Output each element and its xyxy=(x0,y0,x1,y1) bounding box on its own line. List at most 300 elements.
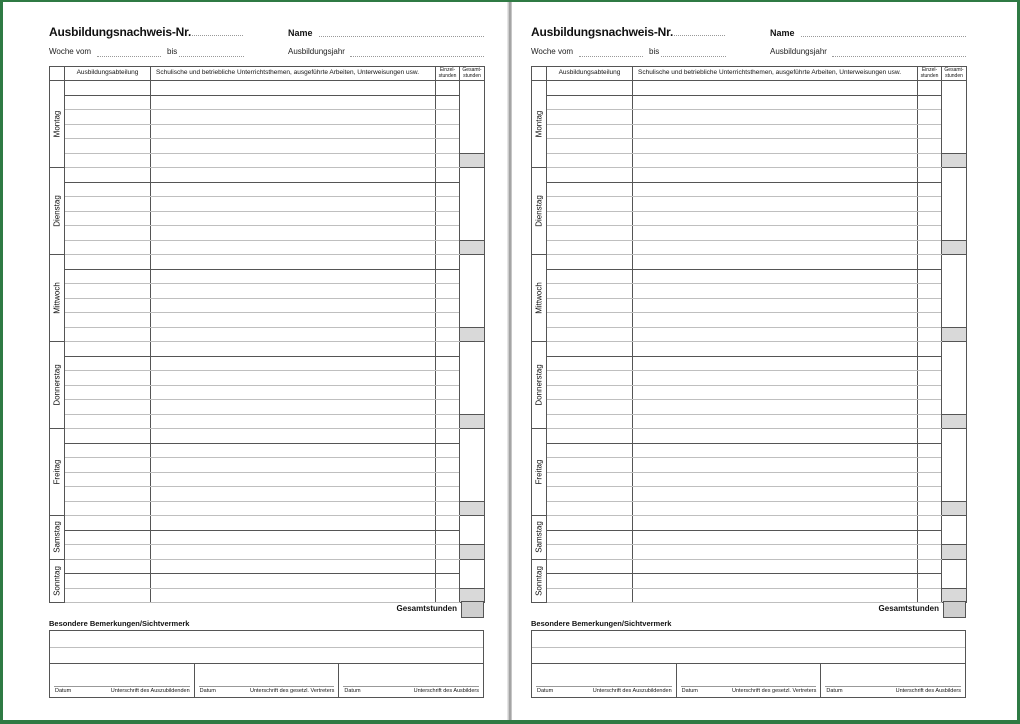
form-number-field[interactable] xyxy=(190,35,243,36)
table-row xyxy=(532,255,967,270)
abteilung-cell[interactable] xyxy=(547,81,633,96)
beschreibung-cell[interactable] xyxy=(633,211,918,226)
einzelstunden-cell[interactable] xyxy=(436,588,460,603)
abteilung-cell[interactable] xyxy=(547,182,633,197)
day-label-cell xyxy=(532,429,547,516)
einzelstunden-cell[interactable] xyxy=(918,298,942,313)
gesamtstunden-day-sum[interactable] xyxy=(942,545,967,560)
abteilung-cell[interactable] xyxy=(547,226,633,241)
abteilung-cell[interactable] xyxy=(547,168,633,183)
signature-ausbilder[interactable] xyxy=(821,664,965,698)
abteilung-cell[interactable] xyxy=(547,545,633,560)
einzelstunden-cell[interactable] xyxy=(918,139,942,154)
signature-vertreter[interactable] xyxy=(195,664,340,698)
beschreibung-cell[interactable] xyxy=(633,530,918,545)
abteilung-cell[interactable] xyxy=(65,298,151,313)
einzelstunden-cell[interactable] xyxy=(436,342,460,357)
einzelstunden-cell[interactable] xyxy=(918,95,942,110)
abteilung-cell[interactable] xyxy=(547,269,633,284)
einzelstunden-cell[interactable] xyxy=(436,487,460,502)
einzelstunden-cell[interactable] xyxy=(918,501,942,516)
date-label: Datum xyxy=(681,688,698,694)
abteilung-cell[interactable] xyxy=(547,472,633,487)
beschreibung-cell[interactable] xyxy=(633,139,918,154)
table-row xyxy=(50,81,485,96)
einzelstunden-cell[interactable] xyxy=(918,545,942,560)
jahr-label: Ausbildungsjahr xyxy=(770,47,827,56)
table-row xyxy=(532,226,967,241)
day-label: Mittwoch xyxy=(534,282,544,314)
einzelstunden-cell[interactable] xyxy=(436,356,460,371)
abteilung-cell[interactable] xyxy=(547,197,633,212)
remarks-line xyxy=(532,647,965,648)
abteilung-cell[interactable] xyxy=(65,153,151,168)
table-row xyxy=(532,356,967,371)
woche-label: Woche vom xyxy=(531,47,574,56)
gesamtstunden-day-sum[interactable] xyxy=(460,153,485,168)
abteilung-cell[interactable] xyxy=(65,139,151,154)
einzelstunden-cell[interactable] xyxy=(436,429,460,444)
abteilung-cell[interactable] xyxy=(65,414,151,429)
abteilung-cell[interactable] xyxy=(547,284,633,299)
beschreibung-cell[interactable] xyxy=(151,443,436,458)
beschreibung-cell[interactable] xyxy=(151,284,436,299)
beschreibung-cell[interactable] xyxy=(151,240,436,255)
einzelstunden-cell[interactable] xyxy=(918,168,942,183)
einzelstunden-cell[interactable] xyxy=(918,153,942,168)
einzelstunden-cell[interactable] xyxy=(918,110,942,125)
abteilung-cell[interactable] xyxy=(65,356,151,371)
abteilung-cell[interactable] xyxy=(65,385,151,400)
day-label: Donnerstag xyxy=(534,364,544,406)
beschreibung-cell[interactable] xyxy=(633,414,918,429)
einzelstunden-cell[interactable] xyxy=(918,530,942,545)
beschreibung-cell[interactable] xyxy=(151,356,436,371)
abteilung-cell[interactable] xyxy=(65,501,151,516)
abteilung-cell[interactable] xyxy=(65,574,151,589)
day-label: Sonntag xyxy=(534,565,544,596)
beschreibung-cell[interactable] xyxy=(151,414,436,429)
einzelstunden-cell[interactable] xyxy=(436,371,460,386)
beschreibung-cell[interactable] xyxy=(151,153,436,168)
table-row xyxy=(532,472,967,487)
einzelstunden-cell[interactable] xyxy=(918,574,942,589)
einzelstunden-cell[interactable] xyxy=(918,385,942,400)
abteilung-cell[interactable] xyxy=(65,443,151,458)
beschreibung-cell[interactable] xyxy=(151,313,436,328)
abteilung-cell[interactable] xyxy=(547,240,633,255)
gesamtstunden-day-sum[interactable] xyxy=(942,414,967,429)
beschreibung-cell[interactable] xyxy=(633,197,918,212)
einzelstunden-cell[interactable] xyxy=(436,284,460,299)
table-row xyxy=(50,356,485,371)
beschreibung-cell[interactable] xyxy=(633,269,918,284)
table-row xyxy=(50,327,485,342)
gesamtstunden-day-cell xyxy=(460,342,485,415)
gesamtstunden-day-sum[interactable] xyxy=(942,327,967,342)
table-row xyxy=(532,284,967,299)
table-row xyxy=(50,255,485,270)
einzelstunden-cell[interactable] xyxy=(918,414,942,429)
beschreibung-cell[interactable] xyxy=(633,371,918,386)
einzelstunden-cell[interactable] xyxy=(436,472,460,487)
day-label: Montag xyxy=(534,110,544,138)
form-number-field[interactable] xyxy=(672,35,725,36)
table-row xyxy=(532,240,967,255)
beschreibung-cell[interactable] xyxy=(151,385,436,400)
einzelstunden-cell[interactable] xyxy=(436,443,460,458)
beschreibung-cell[interactable] xyxy=(633,574,918,589)
einzelstunden-cell[interactable] xyxy=(436,124,460,139)
abteilung-cell[interactable] xyxy=(65,588,151,603)
einzelstunden-cell[interactable] xyxy=(436,501,460,516)
beschreibung-cell[interactable] xyxy=(151,545,436,560)
abteilung-cell[interactable] xyxy=(547,443,633,458)
einzelstunden-cell[interactable] xyxy=(436,226,460,241)
table-row xyxy=(532,414,967,429)
einzelstunden-cell[interactable] xyxy=(918,313,942,328)
abteilung-cell[interactable] xyxy=(65,81,151,96)
beschreibung-cell[interactable] xyxy=(633,327,918,342)
signature-label: Unterschrift des gesetzl. Vertreters xyxy=(249,688,335,694)
einzelstunden-cell[interactable] xyxy=(436,240,460,255)
einzelstunden-cell[interactable] xyxy=(918,429,942,444)
abteilung-cell[interactable] xyxy=(547,124,633,139)
abteilung-cell[interactable] xyxy=(547,342,633,357)
einzelstunden-cell[interactable] xyxy=(436,153,460,168)
abteilung-cell[interactable] xyxy=(65,211,151,226)
signature-auszubildender[interactable] xyxy=(50,664,195,698)
beschreibung-cell[interactable] xyxy=(633,487,918,502)
einzelstunden-cell[interactable] xyxy=(436,574,460,589)
einzelstunden-cell[interactable] xyxy=(918,197,942,212)
abteilung-cell[interactable] xyxy=(65,110,151,125)
abteilung-cell[interactable] xyxy=(65,429,151,444)
einzelstunden-cell[interactable] xyxy=(436,298,460,313)
einzelstunden-cell[interactable] xyxy=(436,269,460,284)
signature-auszubildender[interactable] xyxy=(532,664,677,698)
einzelstunden-cell[interactable] xyxy=(436,81,460,96)
beschreibung-cell[interactable] xyxy=(633,110,918,125)
gesamtstunden-day-cell xyxy=(460,168,485,241)
beschreibung-cell[interactable] xyxy=(151,95,436,110)
abteilung-cell[interactable] xyxy=(65,226,151,241)
gesamtstunden-day-sum[interactable] xyxy=(460,545,485,560)
einzelstunden-cell[interactable] xyxy=(436,313,460,328)
einzelstunden-cell[interactable] xyxy=(436,168,460,183)
beschreibung-cell[interactable] xyxy=(633,298,918,313)
col-gesamtstunden-header: Gesamt- stunden xyxy=(942,67,967,81)
bis-field[interactable] xyxy=(179,56,244,57)
einzelstunden-cell[interactable] xyxy=(436,559,460,574)
beschreibung-cell[interactable] xyxy=(151,168,436,183)
gesamtstunden-day-cell xyxy=(942,168,967,241)
einzelstunden-cell[interactable] xyxy=(436,139,460,154)
beschreibung-cell[interactable] xyxy=(151,342,436,357)
ausbildungsjahr-field[interactable] xyxy=(832,56,966,57)
woche-vom-field[interactable] xyxy=(97,56,161,57)
beschreibung-cell[interactable] xyxy=(633,472,918,487)
gesamtstunden-day-sum[interactable] xyxy=(942,240,967,255)
name-field[interactable] xyxy=(801,36,966,37)
abteilung-cell[interactable] xyxy=(65,530,151,545)
einzelstunden-cell[interactable] xyxy=(436,110,460,125)
einzelstunden-cell[interactable] xyxy=(918,327,942,342)
einzelstunden-cell[interactable] xyxy=(918,371,942,386)
table-row xyxy=(50,385,485,400)
abteilung-cell[interactable] xyxy=(65,255,151,270)
einzelstunden-cell[interactable] xyxy=(918,81,942,96)
abteilung-cell[interactable] xyxy=(65,559,151,574)
abteilung-cell[interactable] xyxy=(547,153,633,168)
table-row xyxy=(532,313,967,328)
einzelstunden-cell[interactable] xyxy=(918,458,942,473)
table-row xyxy=(50,472,485,487)
beschreibung-cell[interactable] xyxy=(151,298,436,313)
einzelstunden-cell[interactable] xyxy=(918,487,942,502)
beschreibung-cell[interactable] xyxy=(633,458,918,473)
table-row xyxy=(50,400,485,415)
remarks-box[interactable] xyxy=(49,630,484,698)
bis-field[interactable] xyxy=(661,56,726,57)
beschreibung-cell[interactable] xyxy=(151,269,436,284)
einzelstunden-cell[interactable] xyxy=(918,226,942,241)
beschreibung-cell[interactable] xyxy=(151,255,436,270)
beschreibung-cell[interactable] xyxy=(151,516,436,531)
abteilung-cell[interactable] xyxy=(547,211,633,226)
abteilung-cell[interactable] xyxy=(547,588,633,603)
abteilung-cell[interactable] xyxy=(547,139,633,154)
abteilung-cell[interactable] xyxy=(547,385,633,400)
signature-ausbilder[interactable] xyxy=(339,664,483,698)
einzelstunden-cell[interactable] xyxy=(436,414,460,429)
beschreibung-cell[interactable] xyxy=(633,385,918,400)
beschreibung-cell[interactable] xyxy=(151,588,436,603)
jahr-label: Ausbildungsjahr xyxy=(288,47,345,56)
beschreibung-cell[interactable] xyxy=(633,153,918,168)
remarks-line xyxy=(50,647,483,648)
col-abteilung-header: Ausbildungsabteilung xyxy=(547,67,633,81)
abteilung-cell[interactable] xyxy=(547,530,633,545)
name-field[interactable] xyxy=(319,36,484,37)
beschreibung-cell[interactable] xyxy=(633,588,918,603)
einzelstunden-cell[interactable] xyxy=(918,124,942,139)
beschreibung-cell[interactable] xyxy=(151,487,436,502)
einzelstunden-cell[interactable] xyxy=(918,400,942,415)
abteilung-cell[interactable] xyxy=(547,110,633,125)
einzelstunden-cell[interactable] xyxy=(918,211,942,226)
table-row xyxy=(532,327,967,342)
day-label: Dienstag xyxy=(534,195,544,227)
remarks-label: Besondere Bemerkungen/Sichtvermerk xyxy=(49,619,190,628)
einzelstunden-cell[interactable] xyxy=(918,255,942,270)
einzelstunden-cell[interactable] xyxy=(436,255,460,270)
einzelstunden-cell[interactable] xyxy=(918,269,942,284)
einzelstunden-cell[interactable] xyxy=(436,211,460,226)
einzelstunden-cell[interactable] xyxy=(436,327,460,342)
beschreibung-cell[interactable] xyxy=(151,81,436,96)
day-label: Montag xyxy=(52,110,62,138)
open-book xyxy=(3,2,1017,720)
beschreibung-cell[interactable] xyxy=(151,327,436,342)
beschreibung-cell[interactable] xyxy=(633,240,918,255)
abteilung-cell[interactable] xyxy=(547,298,633,313)
einzelstunden-cell[interactable] xyxy=(918,472,942,487)
einzelstunden-cell[interactable] xyxy=(436,197,460,212)
abteilung-cell[interactable] xyxy=(65,371,151,386)
abteilung-cell[interactable] xyxy=(547,458,633,473)
einzelstunden-cell[interactable] xyxy=(918,342,942,357)
col-beschreibung-header: Schulische und betriebliche Unterrichtsthemen, ausgeführte Arbeiten, Unterweisungen usw. xyxy=(633,67,918,81)
einzelstunden-cell[interactable] xyxy=(918,240,942,255)
remarks-box[interactable] xyxy=(531,630,966,698)
beschreibung-cell[interactable] xyxy=(151,429,436,444)
beschreibung-cell[interactable] xyxy=(151,139,436,154)
gesamtstunden-total-field[interactable] xyxy=(461,601,484,618)
abteilung-cell[interactable] xyxy=(547,429,633,444)
table-row xyxy=(532,487,967,502)
abteilung-cell[interactable] xyxy=(547,255,633,270)
abteilung-cell[interactable] xyxy=(547,559,633,574)
gesamtstunden-day-sum[interactable] xyxy=(460,240,485,255)
abteilung-cell[interactable] xyxy=(547,356,633,371)
gesamtstunden-day-sum[interactable] xyxy=(460,414,485,429)
beschreibung-cell[interactable] xyxy=(151,400,436,415)
beschreibung-cell[interactable] xyxy=(151,182,436,197)
abteilung-cell[interactable] xyxy=(65,197,151,212)
beschreibung-cell[interactable] xyxy=(151,472,436,487)
gesamtstunden-total-field[interactable] xyxy=(943,601,966,618)
date-label: Datum xyxy=(55,688,72,694)
einzelstunden-cell[interactable] xyxy=(918,356,942,371)
abteilung-cell[interactable] xyxy=(65,400,151,415)
beschreibung-cell[interactable] xyxy=(151,124,436,139)
table-header xyxy=(532,67,967,81)
abteilung-cell[interactable] xyxy=(547,574,633,589)
beschreibung-cell[interactable] xyxy=(633,443,918,458)
abteilung-cell[interactable] xyxy=(65,545,151,560)
einzelstunden-cell[interactable] xyxy=(918,182,942,197)
beschreibung-cell[interactable] xyxy=(151,110,436,125)
einzelstunden-cell[interactable] xyxy=(436,400,460,415)
abteilung-cell[interactable] xyxy=(65,269,151,284)
abteilung-cell[interactable] xyxy=(65,487,151,502)
einzelstunden-cell[interactable] xyxy=(436,530,460,545)
gesamtstunden-day-sum[interactable] xyxy=(942,153,967,168)
beschreibung-cell[interactable] xyxy=(633,356,918,371)
abteilung-cell[interactable] xyxy=(65,168,151,183)
table-row xyxy=(50,197,485,212)
beschreibung-cell[interactable] xyxy=(633,81,918,96)
activity-table xyxy=(49,66,485,603)
beschreibung-cell[interactable] xyxy=(151,226,436,241)
table-row xyxy=(532,443,967,458)
beschreibung-cell[interactable] xyxy=(633,400,918,415)
beschreibung-cell[interactable] xyxy=(633,95,918,110)
abteilung-cell[interactable] xyxy=(65,124,151,139)
beschreibung-cell[interactable] xyxy=(633,255,918,270)
gesamtstunden-day-sum[interactable] xyxy=(460,501,485,516)
beschreibung-cell[interactable] xyxy=(151,574,436,589)
abteilung-cell[interactable] xyxy=(65,284,151,299)
beschreibung-cell[interactable] xyxy=(633,342,918,357)
beschreibung-cell[interactable] xyxy=(633,168,918,183)
beschreibung-cell[interactable] xyxy=(633,516,918,531)
woche-label: Woche vom xyxy=(49,47,92,56)
abteilung-cell[interactable] xyxy=(65,327,151,342)
woche-vom-field[interactable] xyxy=(579,56,643,57)
day-label-cell xyxy=(50,168,65,255)
abteilung-cell[interactable] xyxy=(65,95,151,110)
gesamtstunden-day-cell xyxy=(460,255,485,328)
beschreibung-cell[interactable] xyxy=(633,226,918,241)
einzelstunden-cell[interactable] xyxy=(436,458,460,473)
beschreibung-cell[interactable] xyxy=(633,545,918,560)
abteilung-cell[interactable] xyxy=(547,487,633,502)
einzelstunden-cell[interactable] xyxy=(436,95,460,110)
beschreibung-cell[interactable] xyxy=(151,458,436,473)
table-row xyxy=(50,95,485,110)
gesamtstunden-day-sum[interactable] xyxy=(460,327,485,342)
einzelstunden-cell[interactable] xyxy=(918,588,942,603)
einzelstunden-cell[interactable] xyxy=(436,182,460,197)
beschreibung-cell[interactable] xyxy=(151,559,436,574)
abteilung-cell[interactable] xyxy=(547,414,633,429)
abteilung-cell[interactable] xyxy=(547,400,633,415)
beschreibung-cell[interactable] xyxy=(633,559,918,574)
beschreibung-cell[interactable] xyxy=(151,530,436,545)
abteilung-cell[interactable] xyxy=(547,313,633,328)
beschreibung-cell[interactable] xyxy=(633,429,918,444)
col-beschreibung-header: Schulische und betriebliche Unterrichtsthemen, ausgeführte Arbeiten, Unterweisungen usw. xyxy=(151,67,436,81)
beschreibung-cell[interactable] xyxy=(151,197,436,212)
beschreibung-cell[interactable] xyxy=(633,124,918,139)
abteilung-cell[interactable] xyxy=(547,516,633,531)
gesamtstunden-day-sum[interactable] xyxy=(942,501,967,516)
abteilung-cell[interactable] xyxy=(547,371,633,386)
abteilung-cell[interactable] xyxy=(65,342,151,357)
einzelstunden-cell[interactable] xyxy=(918,516,942,531)
beschreibung-cell[interactable] xyxy=(633,501,918,516)
einzelstunden-cell[interactable] xyxy=(918,559,942,574)
einzelstunden-cell[interactable] xyxy=(436,545,460,560)
table-row xyxy=(50,501,485,516)
signature-vertreter[interactable] xyxy=(677,664,822,698)
beschreibung-cell[interactable] xyxy=(151,371,436,386)
table-row xyxy=(50,545,485,560)
abteilung-cell[interactable] xyxy=(547,327,633,342)
einzelstunden-cell[interactable] xyxy=(436,516,460,531)
table-row xyxy=(532,298,967,313)
abteilung-cell[interactable] xyxy=(65,458,151,473)
einzelstunden-cell[interactable] xyxy=(918,284,942,299)
beschreibung-cell[interactable] xyxy=(633,313,918,328)
ausbildungsjahr-field[interactable] xyxy=(350,56,484,57)
beschreibung-cell[interactable] xyxy=(633,284,918,299)
einzelstunden-cell[interactable] xyxy=(436,385,460,400)
abteilung-cell[interactable] xyxy=(547,501,633,516)
abteilung-cell[interactable] xyxy=(65,313,151,328)
abteilung-cell[interactable] xyxy=(65,240,151,255)
beschreibung-cell[interactable] xyxy=(151,211,436,226)
einzelstunden-cell[interactable] xyxy=(918,443,942,458)
abteilung-cell[interactable] xyxy=(65,182,151,197)
abteilung-cell[interactable] xyxy=(65,472,151,487)
abteilung-cell[interactable] xyxy=(547,95,633,110)
beschreibung-cell[interactable] xyxy=(151,501,436,516)
beschreibung-cell[interactable] xyxy=(633,182,918,197)
abteilung-cell[interactable] xyxy=(65,516,151,531)
